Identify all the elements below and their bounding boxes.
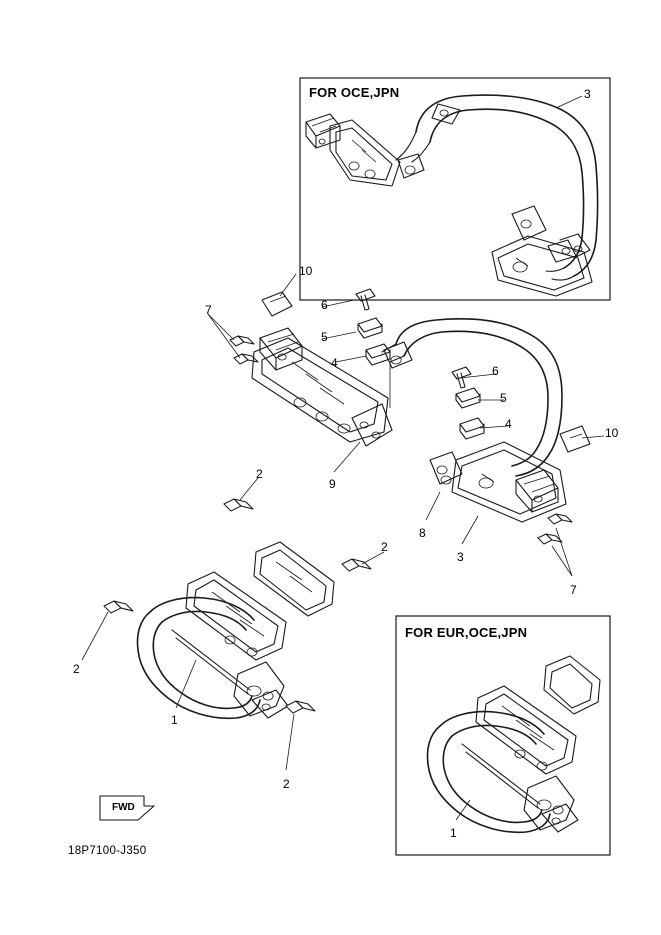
inset-guard-eur-oce-jpn: [428, 656, 601, 832]
callout-10-a: 10: [299, 264, 313, 278]
callout-3-mid: 3: [457, 550, 464, 564]
part-number-code: 18P7100-J350: [68, 845, 147, 857]
callout-4-b: 4: [505, 417, 512, 431]
inset-guard-oce-jpn: [306, 95, 598, 296]
callout-2-a: 2: [256, 467, 263, 481]
callout-1-inset: 1: [450, 826, 457, 840]
callout-8: 8: [419, 526, 426, 540]
callout-7-b: 7: [570, 583, 577, 597]
fwd-label: FWD: [112, 802, 135, 813]
callout-3-top: 3: [584, 87, 591, 101]
callout-2-c: 2: [73, 662, 80, 676]
inset-title-oce-jpn: FOR OCE,JPN: [309, 85, 400, 100]
main-lower-guard: [104, 499, 371, 718]
callout-9: 9: [329, 477, 336, 491]
callout-6-b: 6: [492, 364, 499, 378]
callout-1-main: 1: [171, 713, 178, 727]
callout-10-b: 10: [605, 426, 619, 440]
callout-6-a: 6: [321, 298, 328, 312]
callout-5-b: 5: [500, 391, 507, 405]
inset-title-eur-oce-jpn: FOR EUR,OCE,JPN: [405, 625, 528, 640]
callout-2-b: 2: [381, 540, 388, 554]
main-upper-assembly: [230, 289, 590, 544]
callout-5-a: 5: [321, 330, 328, 344]
callout-7-a: 7: [205, 303, 212, 317]
callout-2-d: 2: [283, 777, 290, 791]
callout-4-a: 4: [331, 356, 338, 370]
